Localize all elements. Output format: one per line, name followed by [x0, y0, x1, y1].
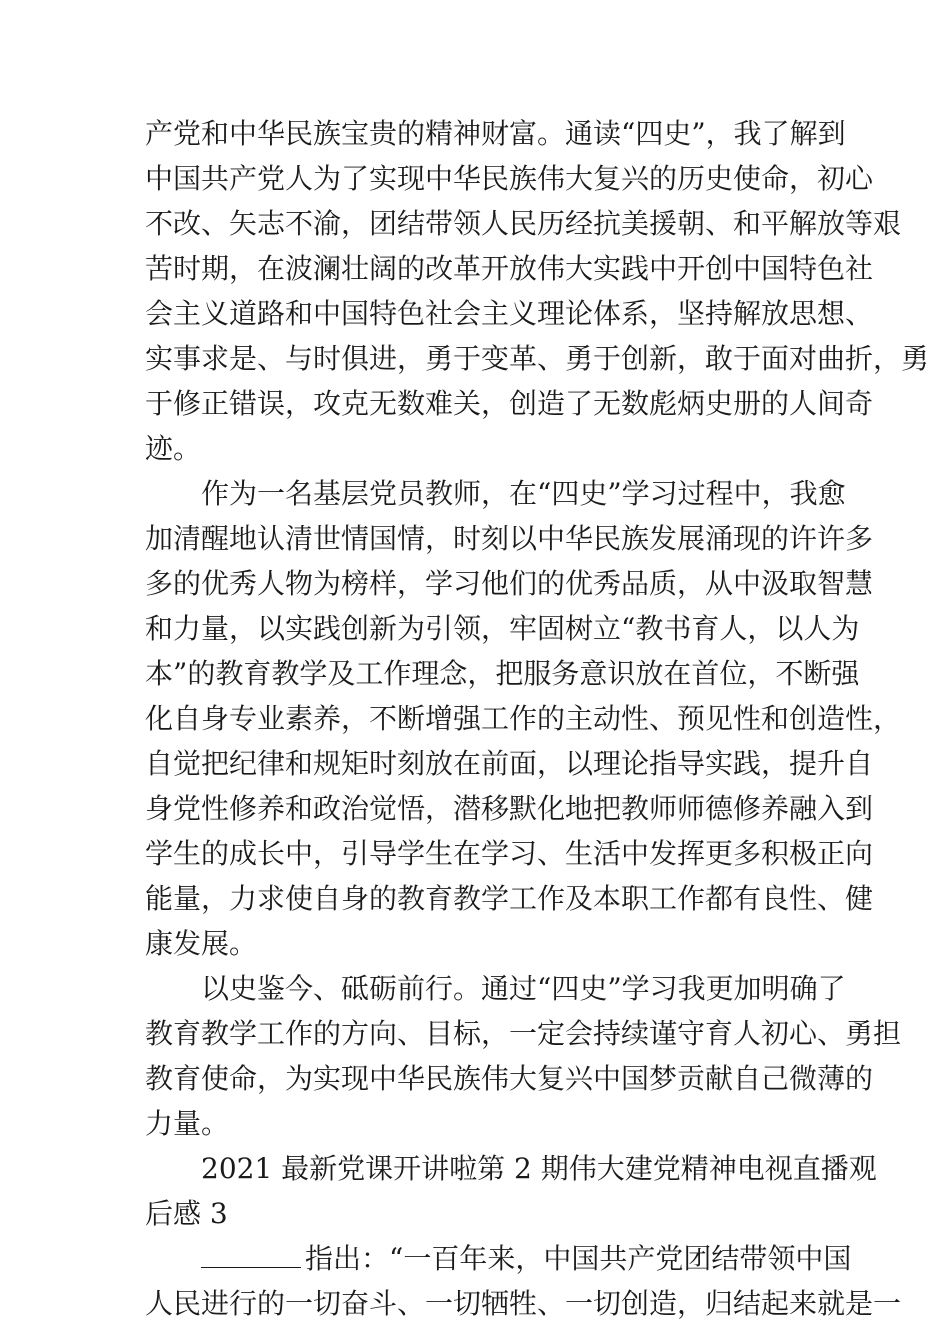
paragraph-1-line-1: 产党和中华民族宝贵的精神财富。通读“四史”，我了解到: [145, 117, 846, 150]
paragraph-2-line-6: 化自身专业素养，不断增强工作的主动性、预见性和创造性，: [145, 702, 902, 735]
paragraph-1-line-2: 中国共产党人为了实现中华民族伟大复兴的历史使命，初心: [145, 162, 874, 195]
paragraph-3-line-4: 力量。: [145, 1107, 230, 1140]
paragraph-3-line-1: 以史鉴今、砥砺前行。通过“四史”学习我更加明确了: [201, 972, 846, 1005]
paragraph-1-line-8: 迹。: [145, 432, 202, 465]
paragraph-3-line-3: 教育使命，为实现中华民族伟大复兴中国梦贡献自己微薄的: [145, 1062, 874, 1095]
paragraph-1-line-4: 苦时期，在波澜壮阔的改革开放伟大实践中开创中国特色社: [145, 252, 874, 285]
paragraph-2-line-4: 和力量，以实践创新为引领，牢固树立“教书育人，以人为: [145, 612, 860, 645]
paragraph-1-line-5: 会主义道路和中国特色社会主义理论体系，坚持解放思想、: [145, 297, 874, 330]
paragraph-2-line-3: 多的优秀人物为榜样，学习他们的优秀品质，从中汲取智慧: [145, 567, 874, 600]
paragraph-1-line-7: 于修正错误，攻克无数难关，创造了无数彪炳史册的人间奇: [145, 387, 874, 420]
paragraph-2-line-9: 学生的成长中，引导学生在学习、生活中发挥更多积极正向: [145, 837, 874, 870]
paragraph-2-line-10: 能量，力求使自身的教育教学工作及本职工作都有良性、健: [145, 882, 874, 915]
section-heading-line-1: 2021 最新党课开讲啦第 2 期伟大建党精神电视直播观: [201, 1152, 877, 1185]
paragraph-1-line-6: 实事求是、与时俱进，勇于变革、勇于创新，敢于面对曲折，勇: [145, 342, 930, 375]
fill-in-blank: [201, 1241, 301, 1268]
paragraph-2-line-1: 作为一名基层党员教师，在“四史”学习过程中，我愈: [201, 477, 846, 510]
paragraph-2-line-7: 自觉把纪律和规矩时刻放在前面，以理论指导实践，提升自: [145, 747, 874, 780]
paragraph-2-line-5: 本”的教育教学及工作理念，把服务意识放在首位，不断强: [145, 657, 860, 690]
paragraph-2-line-2: 加清醒地认清世情国情，时刻以中华民族发展涌现的许许多: [145, 522, 874, 555]
paragraph-5-line-1-text: 指出：“一百年来，中国共产党团结带领中国: [305, 1242, 852, 1275]
paragraph-1-line-3: 不改、矢志不渝，团结带领人民历经抗美援朝、和平解放等艰: [145, 207, 902, 240]
paragraph-2-line-11: 康发展。: [145, 927, 258, 960]
paragraph-2-line-8: 身党性修养和政治觉悟，潜移默化地把教师师德修养融入到: [145, 792, 874, 825]
paragraph-5-line-1: [201, 1239, 852, 1279]
paragraph-3-line-2: 教育教学工作的方向、目标，一定会持续谨守育人初心、勇担: [145, 1017, 902, 1050]
section-heading-line-2: 后感 3: [145, 1197, 228, 1230]
paragraph-5-line-2: 人民进行的一切奋斗、一切牺牲、一切创造，归结起来就是一: [145, 1287, 902, 1320]
